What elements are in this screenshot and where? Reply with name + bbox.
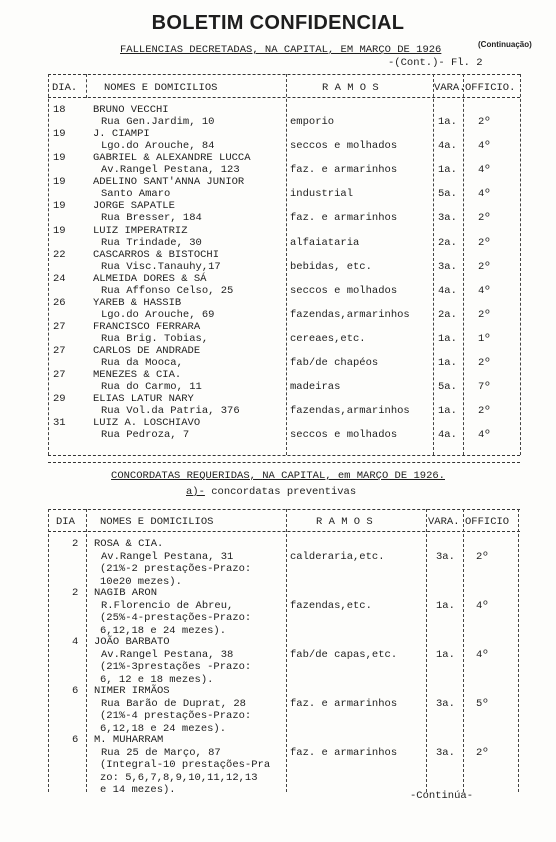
row-officio: 5º: [476, 697, 489, 710]
table1-col-divider: [463, 74, 464, 455]
row-address: Rua da Mooca,: [101, 357, 183, 369]
row-day: 27: [53, 320, 66, 333]
row-ramo: faz. e armarinhos: [290, 164, 398, 177]
row-address: Lgo.do Arouche, 69: [101, 308, 215, 321]
row-address: Rua Gen.Jardim, 10: [101, 116, 215, 128]
row-detail-line: (Integral-10 prestações-Pra: [100, 759, 271, 771]
row-detail-line: (25%-4-prestações-Prazo:: [100, 612, 252, 624]
row-ramo: fab/de chapéos: [290, 357, 379, 369]
row-day: 6: [72, 734, 79, 746]
row-detail-line: Av.Rangel Pestana, 38: [101, 648, 234, 661]
table1-left-border: [48, 74, 49, 455]
row-detail-line: Av.Rangel Pestana, 31: [101, 550, 234, 563]
table2-header-day: DIA: [56, 516, 75, 528]
row-detail-line: R.Florencio de Abreu,: [101, 599, 234, 612]
row-officio: 2º: [478, 116, 491, 128]
table2-right-border: [518, 509, 519, 792]
row-address: Rua Brig. Tobias,: [101, 332, 209, 345]
row-ramo: faz. e armarinhos: [290, 746, 398, 759]
row-name: ALMEIDA DORES & SÁ: [93, 272, 207, 285]
row-vara: 1a.: [438, 405, 457, 418]
row-day: 26: [53, 296, 66, 309]
row-officio: 2º: [478, 405, 491, 418]
row-officio: 4º: [478, 284, 491, 297]
row-officio: 1º: [478, 332, 491, 345]
row-ramo: bebidas, etc.: [290, 260, 372, 273]
row-day: 27: [53, 345, 66, 357]
row-day: 2: [72, 538, 79, 550]
row-ramo: industrial: [290, 188, 354, 201]
row-day: 24: [53, 272, 66, 285]
table2-col-divider: [86, 509, 87, 792]
row-ramo: seccos e molhados: [290, 284, 398, 297]
table2-col-divider: [463, 509, 464, 792]
section2-subheading: [186, 486, 356, 498]
row-detail-line: e 14 mezes).: [100, 784, 176, 796]
row-vara: 4a.: [438, 284, 457, 297]
row-address: Rua Affonso Celso, 25: [101, 284, 234, 297]
table1-header-vara: VARA.: [434, 82, 466, 94]
row-ramo: seccos e molhados: [290, 140, 398, 153]
row-day: 27: [53, 369, 66, 382]
row-vara: 1a.: [438, 332, 457, 345]
row-day: 19: [53, 128, 66, 141]
row-day: 19: [53, 152, 66, 165]
row-name: BRUNO VECCHI: [93, 104, 169, 116]
subheading-prefix: a)-: [186, 486, 205, 498]
row-address: Santo Amaro: [101, 188, 171, 201]
row-ramo: alfaiataria: [290, 236, 360, 249]
row-detail-line: Rua Barão de Duprat, 28: [101, 697, 246, 710]
row-name: JORGE SAPATLE: [93, 200, 175, 213]
row-day: 4: [72, 636, 79, 648]
row-name: NIMER IRMÃOS: [94, 685, 170, 697]
row-vara: 3a.: [438, 260, 457, 273]
row-day: 19: [53, 224, 66, 237]
row-vara: 1a.: [438, 116, 457, 128]
row-officio: 2º: [478, 308, 491, 321]
table1-header-names: NOMES E DOMICILIOS: [104, 82, 218, 94]
row-officio: 2º: [478, 260, 491, 273]
row-vara: 3a.: [438, 212, 457, 225]
continuation-note: (Continuação): [478, 40, 532, 49]
table1-header-officio: OFFICIO.: [465, 82, 516, 94]
row-officio: 4º: [478, 429, 491, 442]
section1-heading: FALLENCIAS DECRETADAS, NA CAPITAL, EM MARÇO DE 1926: [120, 44, 442, 56]
table1-col-divider: [86, 74, 87, 98]
table1-header-rule: [48, 97, 520, 98]
table2-header-vara: VARA.: [428, 516, 460, 528]
row-name: ROSA & CIA.: [94, 538, 164, 550]
table1-col-divider: [286, 74, 287, 455]
row-ramo: cereaes,etc.: [290, 332, 366, 345]
row-ramo: fazendas,armarinhos: [290, 308, 410, 321]
row-name: LUIZ IMPERATRIZ: [93, 224, 188, 237]
row-name: MENEZES & CIA.: [93, 369, 182, 382]
row-officio: 4º: [476, 599, 489, 612]
row-officio: 7º: [478, 381, 491, 394]
row-address: Av.Rangel Pestana, 123: [101, 164, 240, 177]
row-address: Rua Bresser, 184: [101, 212, 202, 225]
row-officio: 2º: [478, 236, 491, 249]
row-ramo: madeiras: [290, 381, 341, 394]
table2-header-rule: [48, 531, 520, 532]
table2-header-ramos: R A M O S: [316, 516, 373, 528]
row-name: ADELINO SANT'ANNA JUNIOR: [93, 176, 245, 189]
row-ramo: fazendas,etc.: [290, 599, 372, 612]
row-address: Rua Visc.Tanauhy,17: [101, 260, 221, 273]
row-vara: 3a.: [436, 697, 455, 710]
row-officio: 4º: [476, 648, 489, 661]
row-ramo: emporio: [290, 116, 335, 128]
row-name: GABRIEL & ALEXANDRE LUCCA: [93, 152, 251, 165]
table2-top-rule: [48, 509, 520, 510]
row-detail-line: (21%-4 prestações-Prazo:: [100, 710, 252, 722]
row-name: LUIZ A. LOSCHIAVO: [93, 417, 201, 430]
row-day: 19: [53, 200, 66, 213]
row-detail-line: (21%-3prestações -Prazo:: [100, 661, 252, 673]
row-name: JOÃO BARBATO: [94, 636, 170, 648]
row-day: 22: [53, 248, 66, 261]
row-officio: 2º: [478, 212, 491, 225]
row-address: Lgo.do Arouche, 84: [101, 140, 215, 153]
row-name: CARLOS DE ANDRADE: [93, 345, 201, 357]
row-name: J. CIAMPI: [93, 128, 150, 141]
row-vara: 1a.: [436, 599, 455, 612]
table2-left-border: [48, 509, 49, 792]
row-officio: 4º: [478, 188, 491, 201]
row-vara: 3a.: [436, 746, 455, 759]
row-vara: 3a.: [436, 550, 455, 563]
row-vara: 2a.: [438, 236, 457, 249]
row-ramo: fab/de capas,etc.: [290, 648, 398, 661]
table1-header-ramos: R A M O S: [322, 82, 379, 94]
row-detail-line: Rua 25 de Março, 87: [101, 746, 221, 759]
document-title: BOLETIM CONFIDENCIAL: [151, 12, 405, 34]
page-reference: -(Cont.)- Fl. 2: [388, 57, 483, 69]
section2-heading: CONCORDATAS REQUERIDAS, NA CAPITAL, em MARÇO DE 1926.: [111, 470, 445, 482]
subheading-text: concordatas preventivas: [211, 486, 357, 498]
row-detail-line: 6,12,18 e 24 mezes).: [100, 722, 227, 735]
row-officio: 2º: [478, 357, 491, 369]
row-detail-line: zo: 5,6,7,8,9,10,11,12,13: [100, 771, 258, 784]
section-divider: [48, 462, 520, 463]
row-address: Rua Vol.da Patria, 376: [101, 405, 240, 418]
row-address: Rua Pedroza, 7: [101, 429, 190, 442]
row-detail-line: 10e20 mezes).: [100, 575, 182, 588]
table1-right-border: [520, 74, 521, 455]
table2-col-divider: [286, 509, 287, 792]
row-vara: 1a.: [438, 357, 457, 369]
table2-header-officio: OFFICIO: [465, 516, 510, 528]
row-vara: 5a.: [438, 381, 457, 394]
row-ramo: faz. e armarinhos: [290, 697, 398, 710]
row-vara: 1a.: [438, 164, 457, 177]
row-address: Rua Trindade, 30: [101, 236, 202, 249]
row-name: YAREB & HASSIB: [93, 296, 182, 309]
table1-bottom-rule: [48, 455, 520, 456]
row-name: ELIAS LATUR NARY: [93, 393, 194, 406]
row-name: M. MUHARRAM: [94, 734, 164, 746]
row-ramo: fazendas,armarinhos: [290, 405, 410, 418]
table1-header-day: DIA.: [52, 82, 78, 94]
row-ramo: faz. e armarinhos: [290, 212, 398, 225]
row-officio: 2º: [476, 746, 489, 759]
row-ramo: calderaria,etc.: [290, 550, 385, 563]
row-address: Rua do Carmo, 11: [101, 381, 202, 394]
row-vara: 1a.: [436, 648, 455, 661]
row-vara: 4a.: [438, 429, 457, 442]
continues-footer: -Continúa-: [410, 790, 474, 802]
row-name: CASCARROS & BISTOCHI: [93, 248, 220, 261]
row-vara: 5a.: [438, 188, 457, 201]
row-officio: 4º: [478, 164, 491, 177]
row-detail-line: (21%-2 prestações-Prazo:: [100, 563, 252, 575]
row-name: FRANCISCO FERRARA: [93, 320, 201, 333]
row-day: 2: [72, 587, 79, 599]
row-name: NAGIB ARON: [94, 587, 158, 599]
table1-col-divider: [433, 74, 434, 455]
row-vara: 4a.: [438, 140, 457, 153]
row-detail-line: 6,12,18 e 24 mezes).: [100, 624, 227, 637]
row-day: 19: [53, 176, 66, 189]
table2-header-names: NOMES E DOMICILIOS: [100, 516, 214, 528]
row-officio: 4º: [478, 140, 491, 153]
row-ramo: seccos e molhados: [290, 429, 398, 442]
row-day: 29: [53, 393, 66, 406]
row-day: 6: [72, 685, 79, 697]
row-vara: 2a.: [438, 308, 457, 321]
table1-top-rule: [48, 74, 520, 75]
row-detail-line: 6, 12 e 18 mezes).: [100, 673, 214, 686]
row-officio: 2º: [476, 550, 489, 563]
row-day: 18: [53, 104, 66, 116]
table2-col-divider: [426, 509, 427, 792]
row-day: 31: [53, 417, 66, 430]
